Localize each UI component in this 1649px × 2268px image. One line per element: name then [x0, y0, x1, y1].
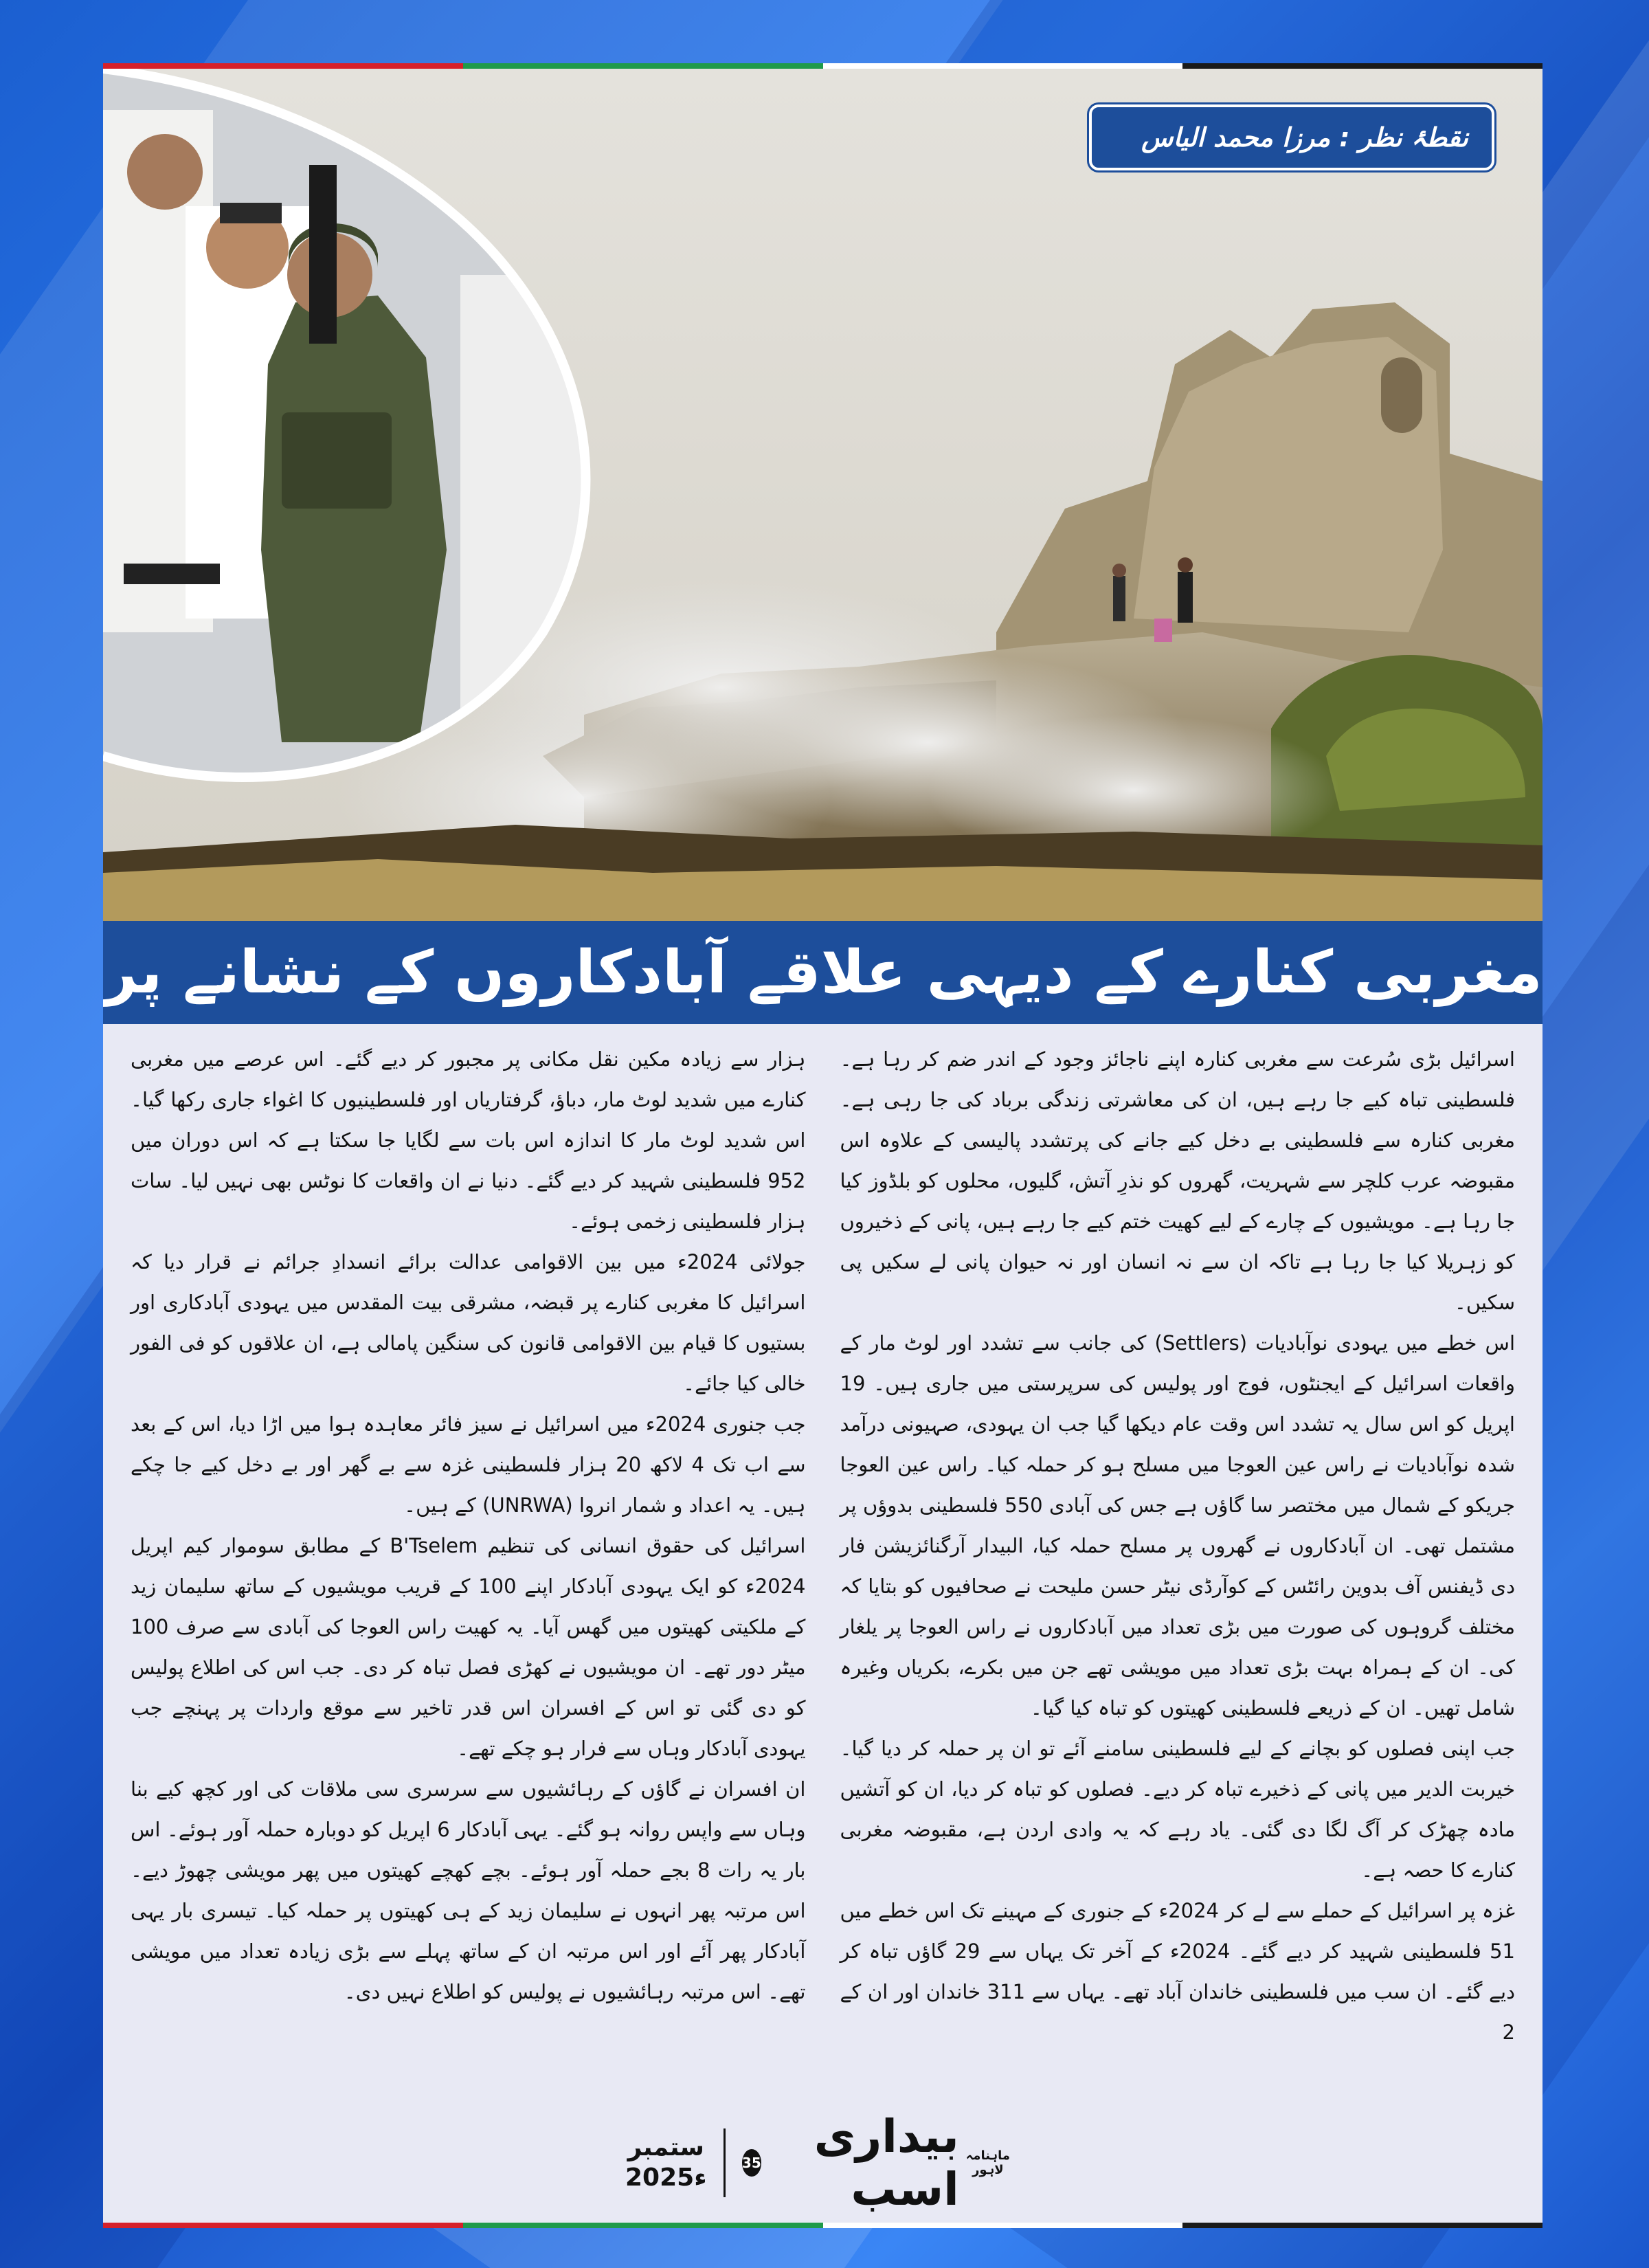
- footer-divider: [723, 2128, 726, 2197]
- hero-photo: [103, 69, 1543, 921]
- bottom-color-bar: [103, 2223, 1543, 2228]
- byline-box: [1089, 104, 1494, 170]
- issue-number-badge: 35: [742, 2149, 761, 2177]
- column-left: [131, 1039, 806, 2111]
- magazine-page: [103, 63, 1543, 2228]
- page-footer: [625, 2110, 1010, 2216]
- byline-text: نقطۂ نظر : مرزا محمد الیاس: [1141, 122, 1468, 153]
- logo-top: ماہنامہ: [965, 2148, 1010, 2163]
- issue-date: [625, 2133, 707, 2193]
- paragraph: اسرائیل بڑی سُرعت سے مغربی کنارہ اپنے ناجائز وجود کے اندر ضم کر رہا ہے۔ فلسطینی تباہ کیے جا رہے ہیں، ان کی معاشرتی زندگی برباد کی جا رہی ہے۔ مغربی کنارہ سے فلسطینی بے دخل کیے جانے کی پرتشدد پالیسی کے علاوہ اس مقبوضہ عرب کلچر سے شہریت، گھروں کو نذرِ آتش، گلیوں، محلوں کو بلڈوز کیا جا رہا ہے۔ مویشیوں کے چارے کے لیے کھیت ختم کیے جا رہے ہیں، پانی کے ذخیروں کو زہریلا کیا جا رہا ہے تاکہ ان سے نہ انسان اور نہ حیوان پانی لے سکیں پی سکیں۔: [840, 1047, 1515, 1314]
- logo-name: بیداری اسب: [814, 2110, 959, 2216]
- column-right: [840, 1039, 1516, 2111]
- headline-text: مغربی کنارے کے دیہی علاقے آبادکاروں کے نشانے پر: [103, 938, 1543, 1007]
- magazine-logo: [742, 2110, 1010, 2216]
- logo-city: لاہور: [972, 2163, 1004, 2177]
- paragraph: ہزار سے زیادہ مکین نقل مکانی پر مجبور کر دیے گئے۔ اس عرصے میں مغربی کنارے میں شدید لوٹ مار، دباؤ، گرفتاریاں اور فلسطینیوں کا اغواء جاری رکھا گیا۔ اس شدید لوٹ مار کا اندازہ اس بات سے لگایا جا سکتا ہے کہ اس دوران میں 952 فلسطینی شہید کر دیے گئے۔ دنیا نے ان واقعات کا نوٹس بھی نہیں لیا۔ سات ہزار فلسطینی زخمی ہوئے۔: [131, 1047, 806, 1233]
- paragraph: جب اپنی فصلوں کو بچانے کے لیے فلسطینی سامنے آئے تو ان پر حملہ کر دیا گیا۔ خیربت الدیر میں پانی کے ذخیرے تباہ کر دیے۔ فصلوں کو تباہ کر دیا، ان کو آتشیں مادہ چھڑک کر آگ لگا دی گئی۔ یاد رہے کہ یہ وادی اردن ہے، مقبوضہ مغربی کنارے کا حصہ ہے۔: [840, 1737, 1515, 1882]
- paragraph: اس خطے میں یہودی نوآبادیات (Settlers) کی جانب سے تشدد اور لوٹ مار کے واقعات اسرائیل کے ایجنٹوں، فوج اور پولیس کی سرپرستی میں جاری ہیں۔ 19 اپریل کو اس سال یہ تشدد اس وقت عام دیکھا گیا جب ان یہودی، صہیونی درآمد شدہ نوآبادیات نے راس عین العوجا میں مسلح ہو کر حملہ کیا۔ راس عین العوجا جریکو کے شمال میں مختصر سا گاؤں ہے جس کی آبادی 550 فلسطینی بدوؤں پر مشتمل تھی۔ ان آبادکاروں نے گھروں پر مسلح حملہ کیا، البیدار آرگنائزیشن فار دی ڈیفنس آف بدوین رائٹس کے کوآرڈی نیٹر حسن ملیحت نے صحافیوں کو بتایا کہ مختلف گروہوں کی صورت میں بڑی تعداد میں آبادکاروں نے راس العوجا پر یلغار کی۔ ان کے ہمراہ بہت بڑی تعداد میں مویشی تھے جن میں بکرے، بکریاں وغیرہ شامل تھیں۔ ان کے ذریعے فلسطینی کھیتوں کو تباہ کیا گیا۔: [840, 1331, 1516, 1720]
- headline-banner: [103, 921, 1543, 1024]
- paragraph: جولائی 2024ء میں بین الاقوامی عدالت برائے انسدادِ جرائم نے قرار دیا کہ اسرائیل کا مغربی کنارے پر قبضہ، مشرقی بیت المقدس میں یہودی آبادکاری اور بستیوں کا قیام بین الاقوامی قانون کی سنگین پامالی ہے، ان علاقوں کو فی الفور خالی کیا جائے۔: [131, 1250, 806, 1395]
- paragraph: غزہ پر اسرائیل کے حملے سے لے کر 2024ء کے جنوری کے مہینے تک اس خطے میں 51 فلسطینی شہید کر دیے گئے۔ 2024ء کے آخر تک یہاں سے 29 گاؤں تباہ کر دیے گئے۔ ان سب میں فلسطینی خاندان آباد تھے۔ یہاں سے 311 خاندان اور ان کے 2: [840, 1899, 1515, 2044]
- issue-month: ستمبر: [627, 2133, 704, 2161]
- paragraph: ان افسران نے گاؤں کے رہائشیوں سے سرسری سی ملاقات کی اور کچھ کیے بنا وہاں سے واپس روانہ ہو گئے۔ یہی آبادکار 6 اپریل کو دوبارہ حملہ آور ہوئے۔ اس بار یہ رات 8 بجے حملہ آور ہوئے۔ بچے کھچے کھیتوں میں پھر مویشی چھوڑ دیے۔ اس مرتبہ پھر انہوں نے سلیمان زید کے ہی کھیتوں پر حملہ کیا۔ تیسری بار یہی آبادکار پھر آئے اور اس مرتبہ ان کے ساتھ پہلے سے بڑی زیادہ تعداد میں مویشی تھے۔ اس مرتبہ رہائشیوں نے پولیس کو اطلاع نہیں دی۔: [131, 1777, 806, 2003]
- issue-year: 2025ء: [625, 2164, 707, 2192]
- paragraph: اسرائیل کی حقوق انسانی کی تنظیم B'Tselem کے مطابق سوموار کیم اپریل 2024ء کو ایک یہودی آبادکار اپنے 100 کے قریب مویشیوں کے ساتھ سلیمان زید کے ملکیتی کھیتوں میں گھس آیا۔ یہ کھیت راس العوجا کی آبادی سے صرف 100 میٹر دور تھے۔ ان مویشیوں نے کھڑی فصل تباہ کر دی۔ جب اس کی اطلاع پولیس کو دی گئی تو اس کے افسران اس قدر تاخیر سے موقع واردات پر پہنچے جب یہودی آبادکار وہاں سے فرار ہو چکے تھے۔: [131, 1534, 806, 1760]
- article-body: [131, 1039, 1515, 2111]
- paragraph: جب جنوری 2024ء میں اسرائیل نے سیز فائر معاہدہ ہوا میں اڑا دیا، اس کے بعد سے اب تک 4 لاکھ 20 ہزار فلسطینی غزہ سے بے گھر اور بے دخل کیے جا چکے ہیں۔ یہ اعداد و شمار انروا (UNRWA) کے ہیں۔: [131, 1412, 806, 1517]
- top-color-bar: [103, 63, 1543, 69]
